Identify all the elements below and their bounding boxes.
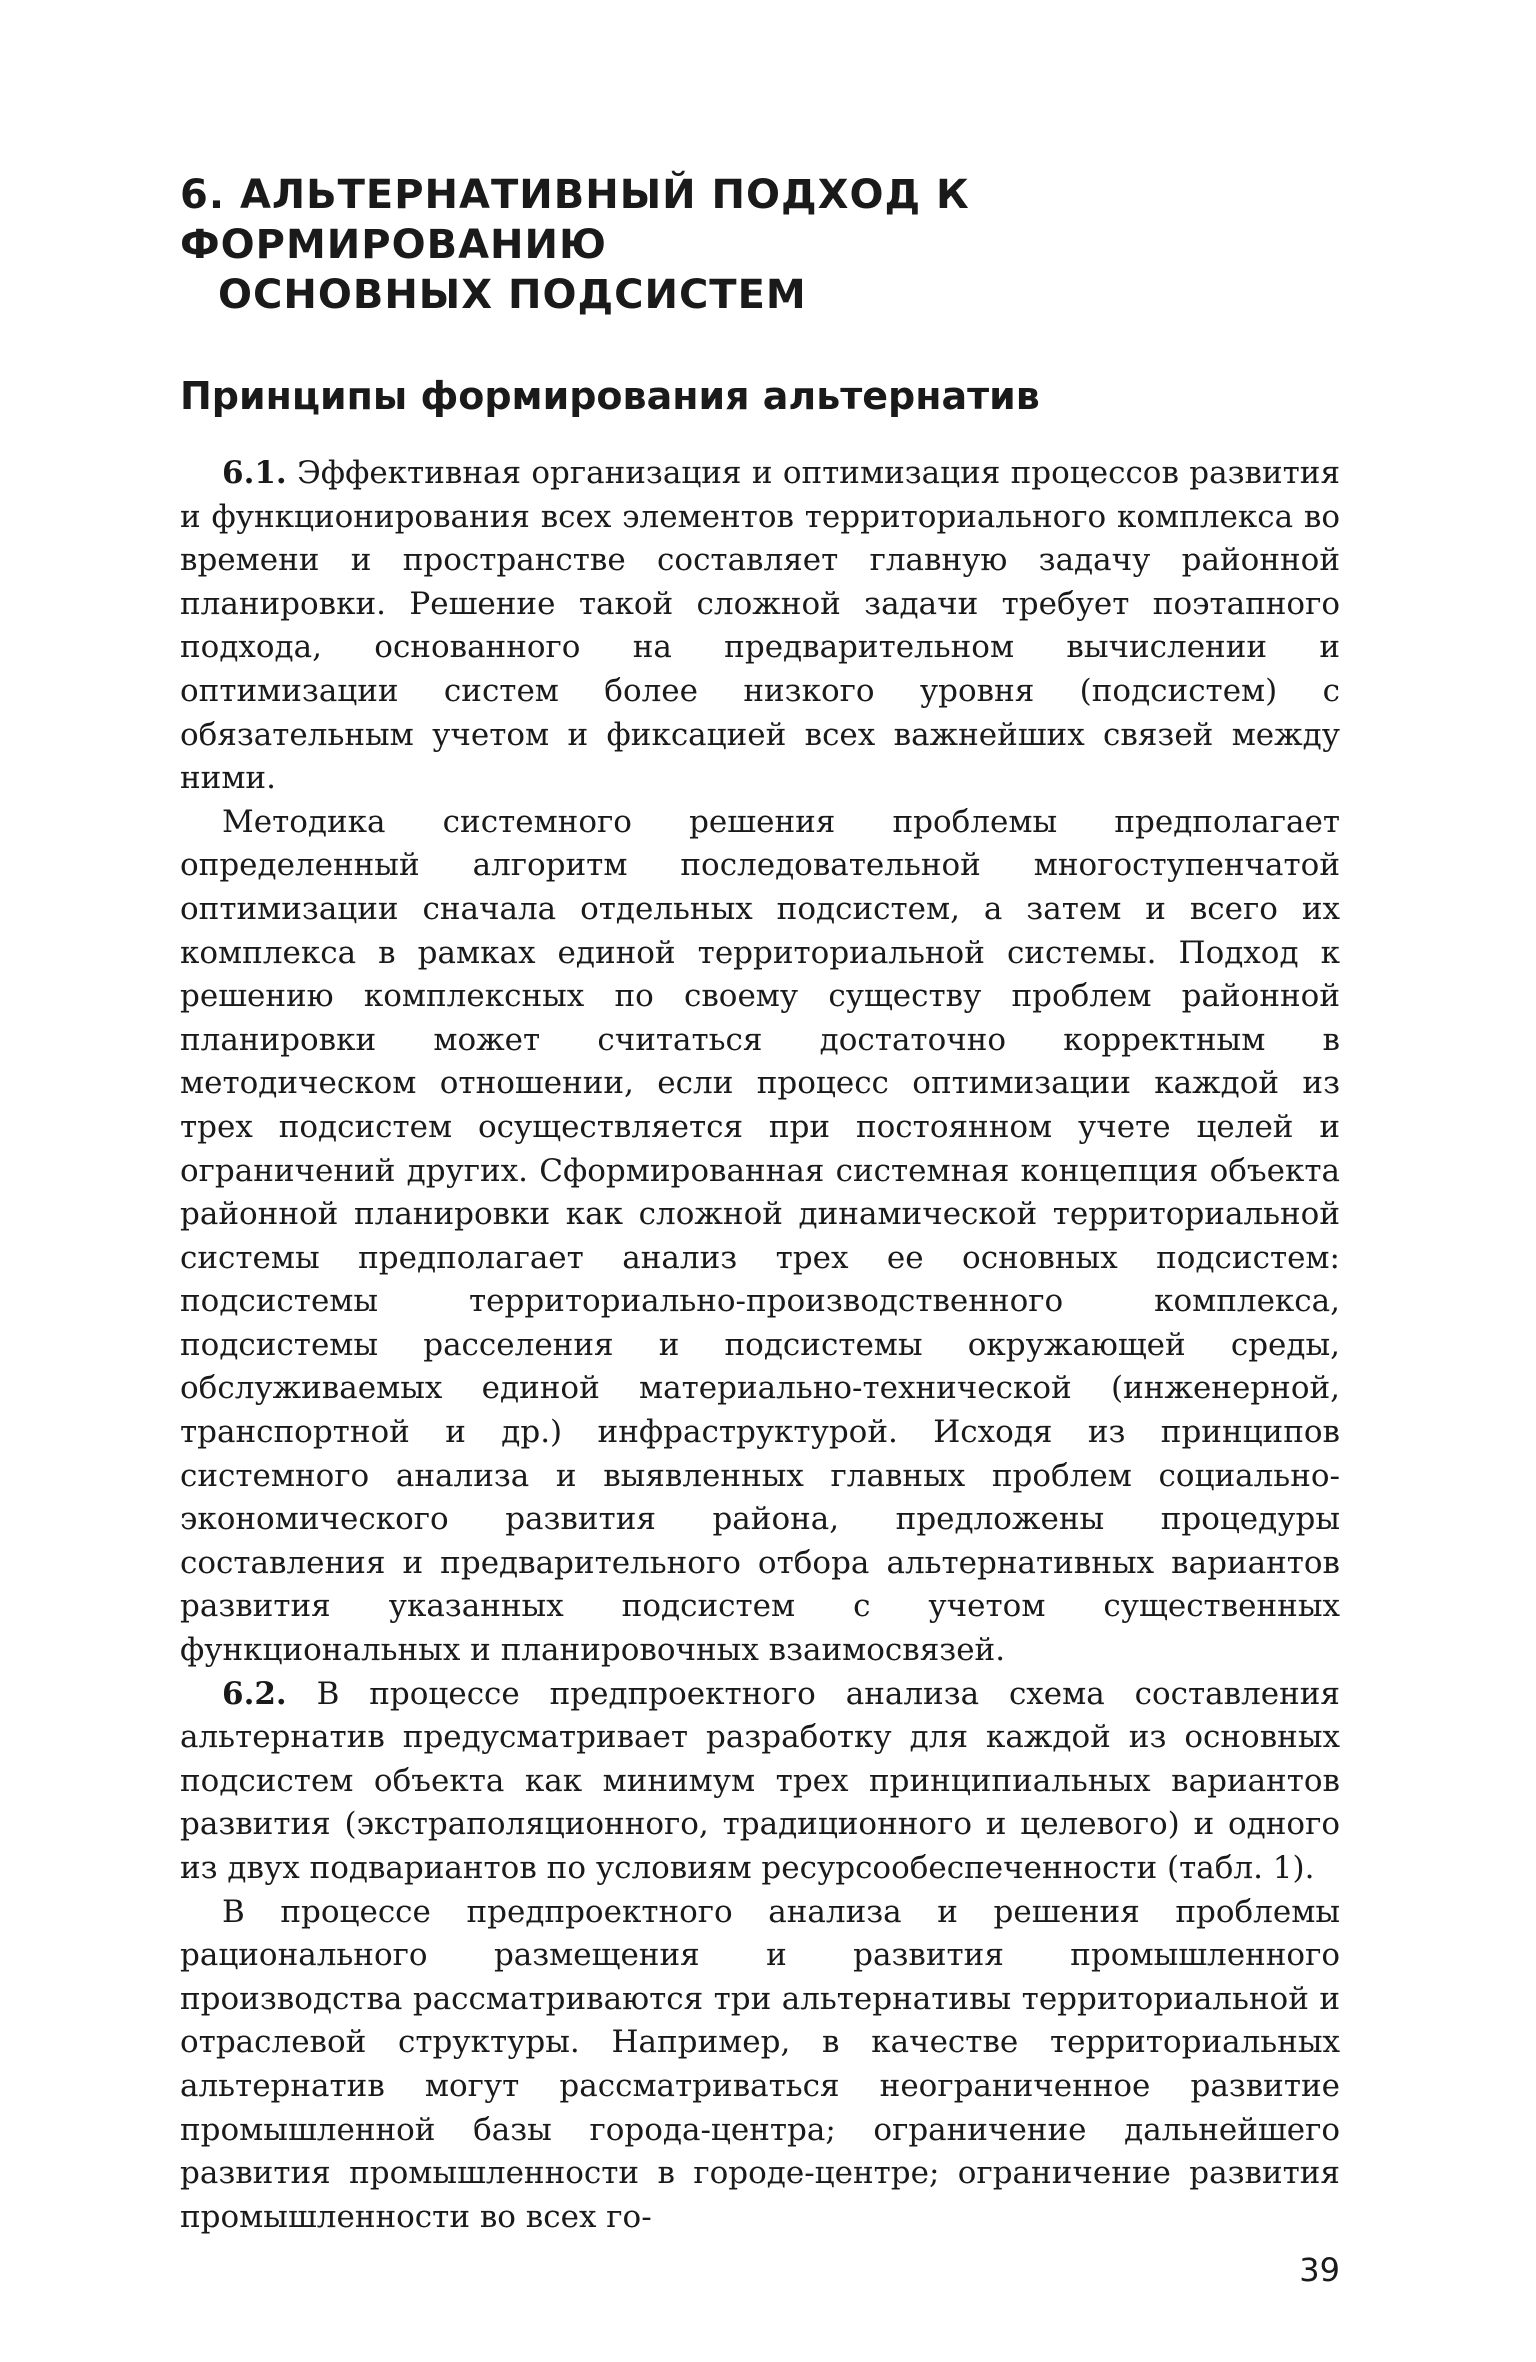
paragraph-number: 6.1. bbox=[222, 455, 287, 491]
paragraph-text: Эффективная организация и оптимизация процессов развития и функционирования всех элементов территориального комплекса во времени и пространстве составляет главную задачу районной планировки. Решение такой сложной задачи требует поэтапного подхода, основанного на предварительном вычислении и оптимизации систем более низкого уровня (подсистем) с обязательным учетом и фиксацией всех важнейших связей между ними. bbox=[180, 455, 1340, 797]
chapter-title bbox=[180, 170, 1340, 320]
paragraph-methodology bbox=[180, 801, 1340, 1673]
paragraph-industry bbox=[180, 1891, 1340, 2240]
paragraph-number: 6.2. bbox=[222, 1675, 287, 1712]
chapter-title-line1: 6. АЛЬТЕРНАТИВНЫЙ ПОДХОД К ФОРМИРОВАНИЮ bbox=[180, 172, 970, 268]
paragraph-text: В процессе предпроектного анализа схема составления альтернатив предусматривает разработку для каждой из основных подсистем объекта как минимум трех принципиальных вариантов развития (экстраполяционного, традиционного и целевого) и одного из двух подвариантов по условиям ресурсообеспеченности (табл. 1). bbox=[180, 1675, 1340, 1886]
page-number: 39 bbox=[1299, 2251, 1340, 2289]
paragraph-6-1 bbox=[180, 452, 1340, 801]
paragraph-text: В процессе предпроектного анализа и решения проблемы рационального размещения и развития промышленного производства рассматриваются три альтернативы территориальной и отраслевой структуры. Например, в качестве территориальных альтернатив могут рассматриваться неограниченное развитие промышленной базы города-центра; ограничение дальнейшего развития промышленности в городе-центре; ограничение развития промышленности во всех го- bbox=[180, 1893, 1340, 2235]
paragraph-text: Методика системного решения проблемы предполагает определенный алгоритм последовательной многоступенчатой оптимизации сначала отдельных подсистем, а затем и всего их комплекса в рамках единой территориальной системы. Подход к решению комплексных по своему существу проблем районной планировки может считаться достаточно корректным в методическом отношении, если процесс оптимизации каждой из трех подсистем осуществляется при постоянном учете целей и ограничений других. Сформированная системная концепция объекта районной планировки как сложной динамической территориальной системы предполагает анализ трех ее основных подсистем: подсистемы территориально-производственного комплекса, подсистемы расселения и подсистемы окружающей среды, обслуживаемых единой материально-технической (инженерной, транспортной и др.) инфраструктурой. Исходя из принципов системного анализа и выявленных главных проблем социально-экономического развития района, предложены процедуры составления и предварительного отбора альтернативных вариантов развития указанных подсистем с учетом существенных функциональных и планировочных взаимосвязей. bbox=[180, 803, 1340, 1669]
chapter-title-line2: ОСНОВНЫХ ПОДСИСТЕМ bbox=[218, 272, 807, 318]
section-title: Принципы формирования альтернатив bbox=[180, 374, 1040, 418]
page-content bbox=[180, 170, 1340, 2239]
paragraph-6-2 bbox=[180, 1673, 1340, 1891]
